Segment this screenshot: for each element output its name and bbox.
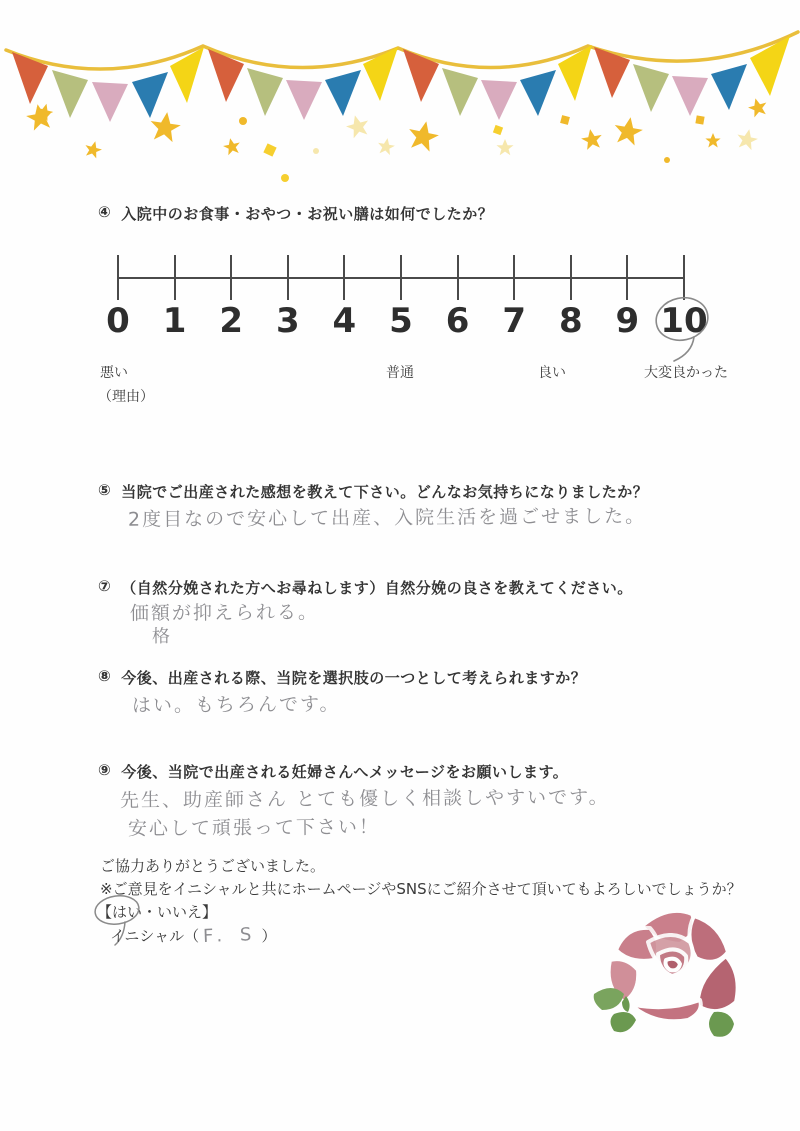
question-7-handwritten-answer: 価額が抑えられる。 [129,601,320,625]
initial-line [110,925,276,946]
bunting-banner-decoration [0,0,800,200]
question-5-text: 当院でご出産された感想を教えて下さい。どんなお気持ちになりましたか？ [121,483,649,501]
scale-label-good: 良い [538,365,566,381]
initial-close-paren: ） [261,927,277,945]
stars-decoration [24,96,769,182]
question-5 [98,481,648,502]
yes-no-options: 【はい・いいえ】 [97,903,218,921]
handwritten-initials: F. S [202,924,258,947]
question-4-number: ④ [98,203,112,221]
question-8-text: 今後、出産される際、当院を選択肢の一つとして考えられますか？ [121,669,587,687]
question-7 [98,577,633,598]
question-9-number: ⑨ [98,761,112,779]
question-9-text: 今後、当院で出産される妊婦さんへメッセージをお願いします。 [121,763,569,781]
question-7-text: （自然分娩された方へお尋ねします）自然分娩の良さを教えてください。 [121,579,633,597]
bunting-string [6,32,798,69]
question-9 [98,761,568,782]
question-5-number: ⑤ [98,481,112,499]
consent-question-text: ※ご意見をイニシャルと共にホームページやSNSにご紹介させて頂いてもよろしいでしょうか？ [100,880,742,898]
question-8 [98,667,586,688]
question-9-handwritten-answer-line2: 安心して頑張って下さい！ [127,816,381,840]
scale-label-normal: 普通 [386,365,414,381]
question-7-number: ⑦ [98,577,112,595]
question-4 [98,203,493,224]
question-5-handwritten-answer: 2度目なので安心して出産、入院生活を過ごせました。 [127,505,647,531]
rating-scale: 0 1 2 3 4 5 6 7 8 9 10 [90,253,710,373]
thanks-text: ご協力ありがとうございました。 [100,857,326,875]
question-7-handwritten-correction: 格 [151,625,173,648]
question-9-handwritten-answer-line1: 先生、助産師さん とても優しく相談しやすいです。 [119,786,610,812]
scale-label-very-good: 大変良かった [644,365,728,381]
question-4-text: 入院中のお食事・おやつ・お祝い膳は如何でしたか？ [121,205,494,223]
question-8-number: ⑧ [98,667,112,685]
question-8-handwritten-answer: はい。もちろんです。 [131,693,341,717]
scale-label-bad: 悪い [100,365,128,381]
rose-stamp [580,898,775,1053]
initial-label: イニシャル（ [110,927,200,945]
reason-label: （理由） [98,389,154,405]
